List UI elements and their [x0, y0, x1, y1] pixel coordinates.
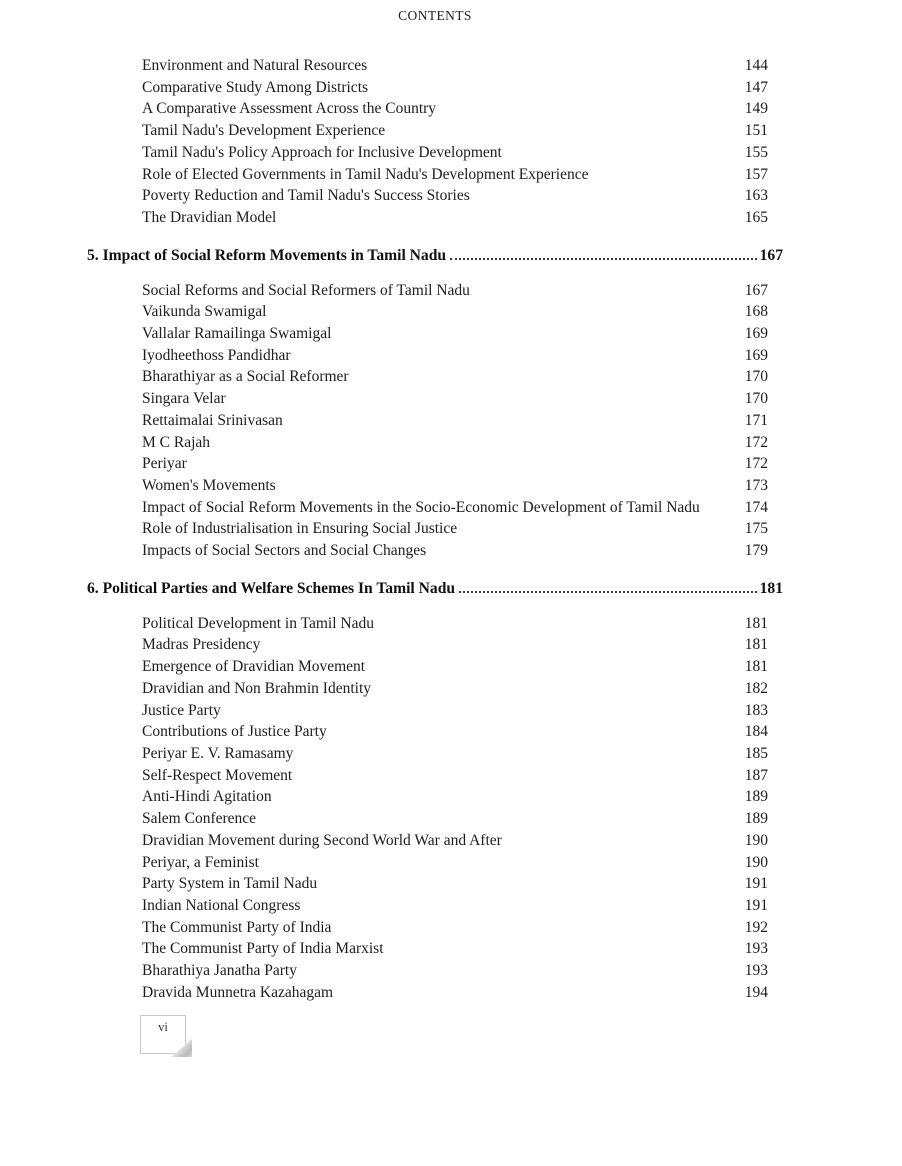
toc-entry-title: Women's Movements: [142, 476, 276, 494]
toc-section-heading: [87, 578, 783, 600]
toc-section-heading-title: 6. Political Parties and Welfare Schemes In Tamil Nadu: [87, 579, 456, 597]
toc-entry: [142, 323, 768, 345]
toc-entry-title: Bharathiyar as a Social Reformer: [142, 368, 349, 386]
toc-entry-page: 181: [744, 636, 768, 654]
toc-entry-title: The Communist Party of India Marxist: [142, 940, 384, 958]
toc-entry: [142, 700, 768, 722]
toc-entry-page: 149: [744, 100, 768, 118]
toc-entry: [142, 142, 768, 164]
toc-entry: [142, 453, 768, 475]
toc-entry-page: 170: [744, 368, 768, 386]
toc-entry-page: 147: [744, 78, 768, 96]
toc-entry-title: M C Rajah: [142, 433, 211, 451]
toc-entry-page: 181: [744, 614, 768, 632]
toc-entry: [142, 432, 768, 454]
toc-entry-page: 185: [744, 744, 768, 762]
page-curl-icon: [171, 1039, 192, 1057]
toc-entry: [142, 280, 768, 302]
toc-entry-page: 190: [744, 831, 768, 849]
toc-entry-page: 190: [744, 853, 768, 871]
toc-section-heading: [87, 245, 783, 267]
table-of-contents: [87, 46, 783, 1003]
toc-entry: [142, 120, 768, 142]
toc-entry-page: 169: [744, 346, 768, 364]
toc-entry-page: 165: [744, 208, 768, 226]
toc-entry: [142, 786, 768, 808]
toc-entry-title: Vallalar Ramailinga Swamigal: [142, 325, 332, 343]
toc-entry: [142, 960, 768, 982]
toc-entry-page: 183: [744, 701, 768, 719]
toc-entry-page: 192: [744, 918, 768, 936]
toc-entry-page: 151: [744, 122, 768, 140]
toc-entry-page: 193: [744, 940, 768, 958]
toc-entry-title: The Communist Party of India: [142, 918, 332, 936]
toc-entry: [142, 873, 768, 895]
toc-entry: [142, 207, 768, 229]
toc-entry: [142, 808, 768, 830]
toc-entry-page: 182: [744, 679, 768, 697]
toc-entry-block: [142, 613, 768, 1004]
toc-entry-title: A Comparative Assessment Across the Country: [142, 100, 437, 118]
toc-entry-page: 184: [744, 723, 768, 741]
toc-entry-page: 191: [744, 896, 768, 914]
toc-entry-title: Anti-Hindi Agitation: [142, 788, 272, 806]
toc-entry-title: Periyar: [142, 455, 187, 473]
toc-entry-page: 163: [744, 187, 768, 205]
toc-section-heading-page: 181: [759, 579, 783, 597]
toc-entry-title: Indian National Congress: [142, 896, 301, 914]
toc-entry-title: Role of Elected Governments in Tamil Nadu's Development Experience: [142, 165, 589, 183]
toc-entry-page: 175: [744, 520, 768, 538]
toc-entry-page: 168: [744, 303, 768, 321]
toc-entry: [142, 388, 768, 410]
toc-entry: [142, 540, 768, 562]
toc-entry: [142, 98, 768, 120]
toc-entry: [142, 982, 768, 1004]
toc-entry-page: 191: [744, 875, 768, 893]
toc-entry: [142, 55, 768, 77]
toc-section-heading-title: 5. Impact of Social Reform Movements in Tamil Nadu: [87, 246, 447, 264]
toc-entry-page: 155: [744, 143, 768, 161]
toc-entry: [142, 475, 768, 497]
toc-entry-block: [142, 280, 768, 562]
toc-entry-page: 172: [744, 455, 768, 473]
toc-entry-page: 157: [744, 165, 768, 183]
toc-entry: [142, 765, 768, 787]
toc-entry-title: Salem Conference: [142, 810, 257, 828]
toc-entry-title: Dravida Munnetra Kazahagam: [142, 983, 334, 1001]
toc-entry-title: Rettaimalai Srinivasan: [142, 411, 283, 429]
toc-entry-page: 169: [744, 325, 768, 343]
toc-entry-title: Periyar, a Feminist: [142, 853, 259, 871]
toc-entry-title: Vaikunda Swamigal: [142, 303, 267, 321]
toc-entry-page: 167: [744, 281, 768, 299]
toc-entry: [142, 830, 768, 852]
toc-entry: [142, 613, 768, 635]
toc-entry: [142, 164, 768, 186]
toc-entry-page: 173: [744, 476, 768, 494]
toc-entry: [142, 852, 768, 874]
footer-page-number-box: [140, 1015, 186, 1054]
toc-entry-page: 172: [744, 433, 768, 451]
toc-entry: [142, 366, 768, 388]
toc-entry-page: 189: [744, 810, 768, 828]
toc-entry-title: Contributions of Justice Party: [142, 723, 327, 741]
toc-entry-title: Tamil Nadu's Development Experience: [142, 122, 386, 140]
toc-entry-page: 189: [744, 788, 768, 806]
toc-entry: [142, 518, 768, 540]
toc-entry-title: Environment and Natural Resources: [142, 57, 368, 74]
toc-entry-title: Impact of Social Reform Movements in the Socio-Economic Development of Tamil Nadu: [142, 498, 700, 516]
toc-entry: [142, 656, 768, 678]
toc-entry-title: Iyodheethoss Pandidhar: [142, 346, 291, 364]
toc-entry-page: 144: [744, 57, 768, 74]
toc-entry-title: Dravidian and Non Brahmin Identity: [142, 679, 372, 697]
toc-entry-title: Party System in Tamil Nadu: [142, 875, 318, 893]
toc-entry: [142, 917, 768, 939]
dot-leader: [450, 258, 757, 260]
toc-entry: [142, 497, 768, 519]
toc-entry-page: 171: [744, 411, 768, 429]
toc-entry: [142, 301, 768, 323]
toc-entry-title: Periyar E. V. Ramasamy: [142, 744, 294, 762]
toc-entry: [142, 721, 768, 743]
toc-entry-title: Political Development in Tamil Nadu: [142, 614, 374, 632]
toc-entry: [142, 345, 768, 367]
toc-entry: [142, 77, 768, 99]
toc-entry-page: 174: [744, 498, 768, 516]
toc-entry-page: 179: [744, 542, 768, 560]
dot-leader: [459, 591, 757, 593]
toc-entry: [142, 410, 768, 432]
toc-entry-page: 187: [744, 766, 768, 784]
toc-entry-title: Madras Presidency: [142, 636, 261, 654]
toc-entry-title: Emergence of Dravidian Movement: [142, 658, 366, 676]
toc-entry: [142, 678, 768, 700]
toc-entry-title: Justice Party: [142, 701, 221, 719]
toc-section-heading-page: 167: [759, 246, 783, 264]
toc-entry-page: 170: [744, 390, 768, 408]
toc-entry: [142, 185, 768, 207]
toc-entry-title: Social Reforms and Social Reformers of Tamil Nadu: [142, 281, 470, 299]
toc-entry-title: Singara Velar: [142, 390, 226, 408]
toc-entry-title: Bharathiya Janatha Party: [142, 962, 297, 980]
toc-entry: [142, 895, 768, 917]
page-title: CONTENTS: [398, 8, 472, 23]
toc-entry-title: Poverty Reduction and Tamil Nadu's Success Stories: [142, 187, 470, 205]
toc-entry-title: Tamil Nadu's Policy Approach for Inclusive Development: [142, 143, 502, 161]
toc-entry-title: Impacts of Social Sectors and Social Changes: [142, 542, 427, 560]
toc-entry-title: Dravidian Movement during Second World War and After: [142, 831, 502, 849]
toc-entry-page: 194: [744, 983, 768, 1001]
toc-entry-block: [142, 55, 768, 229]
toc-entry-title: Self-Respect Movement: [142, 766, 293, 784]
toc-entry: [142, 743, 768, 765]
footer-page-number: vi: [158, 1020, 168, 1034]
toc-entry-title: Comparative Study Among Districts: [142, 78, 369, 96]
toc-entry-title: Role of Industrialisation in Ensuring Social Justice: [142, 520, 458, 538]
toc-entry: [142, 634, 768, 656]
toc-entry-page: 193: [744, 962, 768, 980]
toc-entry-title: The Dravidian Model: [142, 208, 277, 226]
toc-entry: [142, 938, 768, 960]
toc-entry-page: 181: [744, 658, 768, 676]
